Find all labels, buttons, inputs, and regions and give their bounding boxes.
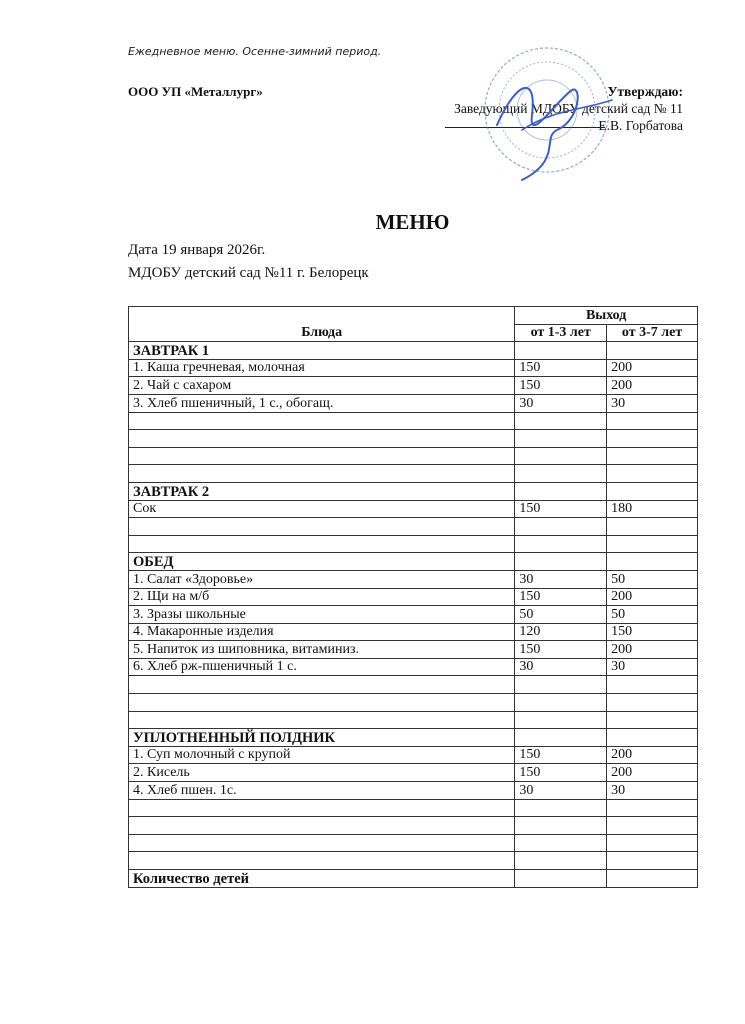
table-header-row xyxy=(129,307,698,325)
table-row xyxy=(129,447,698,465)
dish-name: УПЛОТНЕННЫЙ ПОЛДНИК xyxy=(129,729,515,747)
output-age-3-7 xyxy=(607,553,698,571)
dish-name xyxy=(129,430,515,448)
output-age-3-7: 200 xyxy=(607,746,698,764)
dish-name: Сок xyxy=(129,500,515,518)
output-age-1-3 xyxy=(515,711,607,729)
dish-name: 2. Чай с сахаром xyxy=(129,377,515,395)
output-age-3-7: 30 xyxy=(607,394,698,412)
output-age-3-7 xyxy=(607,694,698,712)
dish-name: 3. Хлеб пшеничный, 1 с., обогащ. xyxy=(129,394,515,412)
output-age-1-3: 150 xyxy=(515,359,607,377)
output-age-1-3: 150 xyxy=(515,746,607,764)
section-row xyxy=(129,729,698,747)
output-age-3-7 xyxy=(607,676,698,694)
output-age-3-7 xyxy=(607,535,698,553)
organization-name: ООО УП «Металлург» xyxy=(128,84,263,99)
output-age-3-7 xyxy=(607,817,698,835)
output-age-3-7 xyxy=(607,482,698,500)
output-age-3-7: 30 xyxy=(607,658,698,676)
output-age-3-7: 200 xyxy=(607,764,698,782)
dish-name: 5. Напиток из шиповника, витаминиз. xyxy=(129,641,515,659)
approve-name: Е.В. Горбатова xyxy=(598,118,683,133)
dish-name: 1. Суп молочный с крупой xyxy=(129,746,515,764)
output-age-1-3: 150 xyxy=(515,588,607,606)
dish-name: ЗАВТРАК 1 xyxy=(129,342,515,360)
dish-name xyxy=(129,834,515,852)
dish-name xyxy=(129,799,515,817)
output-age-3-7 xyxy=(607,518,698,536)
output-age-3-7: 200 xyxy=(607,641,698,659)
menu-date: Дата 19 января 2026г. xyxy=(128,242,266,258)
dish-name xyxy=(129,676,515,694)
table-row xyxy=(129,658,698,676)
page-title: МЕНЮ xyxy=(375,210,450,234)
output-age-1-3 xyxy=(515,799,607,817)
output-age-3-7 xyxy=(607,465,698,483)
dish-name: 2. Щи на м/б xyxy=(129,588,515,606)
table-row xyxy=(129,430,698,448)
table-row xyxy=(129,377,698,395)
table-row xyxy=(129,535,698,553)
table-row xyxy=(129,641,698,659)
output-age-3-7 xyxy=(607,852,698,870)
section-row xyxy=(129,870,698,888)
output-age-1-3: 30 xyxy=(515,570,607,588)
dish-name: 2. Кисель xyxy=(129,764,515,782)
output-age-1-3 xyxy=(515,817,607,835)
dish-name: 3. Зразы школьные xyxy=(129,606,515,624)
output-age-3-7 xyxy=(607,447,698,465)
dish-name: 1. Салат «Здоровье» xyxy=(129,570,515,588)
output-age-1-3 xyxy=(515,676,607,694)
dish-name: ЗАВТРАК 2 xyxy=(129,482,515,500)
output-age-1-3: 150 xyxy=(515,641,607,659)
output-age-3-7 xyxy=(607,711,698,729)
table-row xyxy=(129,570,698,588)
output-age-3-7: 200 xyxy=(607,588,698,606)
output-age-1-3 xyxy=(515,482,607,500)
menu-table xyxy=(128,306,698,888)
table-row xyxy=(129,764,698,782)
output-age-1-3: 30 xyxy=(515,658,607,676)
table-row xyxy=(129,676,698,694)
output-age-3-7 xyxy=(607,729,698,747)
dish-name xyxy=(129,711,515,729)
dish-name xyxy=(129,535,515,553)
dish-name xyxy=(129,694,515,712)
output-age-1-3 xyxy=(515,465,607,483)
output-age-1-3 xyxy=(515,553,607,571)
output-age-3-7 xyxy=(607,412,698,430)
output-age-3-7: 30 xyxy=(607,782,698,800)
output-age-1-3: 150 xyxy=(515,500,607,518)
output-age-1-3 xyxy=(515,342,607,360)
dish-name: 4. Макаронные изделия xyxy=(129,623,515,641)
table-row xyxy=(129,412,698,430)
output-age-3-7: 200 xyxy=(607,377,698,395)
dish-name xyxy=(129,447,515,465)
section-row xyxy=(129,342,698,360)
header-dishes: Блюда xyxy=(129,307,515,342)
table-row xyxy=(129,834,698,852)
output-age-1-3 xyxy=(515,412,607,430)
dish-name: 1. Каша гречневая, молочная xyxy=(129,359,515,377)
output-age-1-3 xyxy=(515,870,607,888)
output-age-1-3 xyxy=(515,447,607,465)
table-row xyxy=(129,518,698,536)
header-age-1-3: от 1-3 лет xyxy=(515,324,607,342)
table-row xyxy=(129,799,698,817)
table-row xyxy=(129,746,698,764)
section-row xyxy=(129,553,698,571)
output-age-3-7 xyxy=(607,834,698,852)
output-age-3-7: 50 xyxy=(607,570,698,588)
output-age-3-7: 180 xyxy=(607,500,698,518)
table-row xyxy=(129,588,698,606)
output-age-1-3 xyxy=(515,694,607,712)
output-age-3-7 xyxy=(607,799,698,817)
dish-name: Количество детей xyxy=(129,870,515,888)
table-row xyxy=(129,359,698,377)
output-age-3-7: 150 xyxy=(607,623,698,641)
stamp-signature-icon xyxy=(462,40,632,190)
section-row xyxy=(129,482,698,500)
table-row xyxy=(129,782,698,800)
dish-name: 6. Хлеб рж-пшеничный 1 с. xyxy=(129,658,515,676)
output-age-3-7 xyxy=(607,870,698,888)
output-age-1-3 xyxy=(515,729,607,747)
table-row xyxy=(129,694,698,712)
output-age-1-3: 50 xyxy=(515,606,607,624)
dish-name: 4. Хлеб пшен. 1с. xyxy=(129,782,515,800)
approve-title: Утверждаю: xyxy=(607,84,683,99)
table-row xyxy=(129,394,698,412)
output-age-3-7: 200 xyxy=(607,359,698,377)
table-row xyxy=(129,606,698,624)
output-age-3-7 xyxy=(607,342,698,360)
output-age-1-3 xyxy=(515,852,607,870)
output-age-3-7: 50 xyxy=(607,606,698,624)
dish-name xyxy=(129,465,515,483)
output-age-1-3 xyxy=(515,834,607,852)
table-row xyxy=(129,465,698,483)
output-age-1-3: 150 xyxy=(515,377,607,395)
output-age-1-3: 30 xyxy=(515,782,607,800)
dish-name xyxy=(129,518,515,536)
header-output: Выход xyxy=(515,307,698,325)
table-row xyxy=(129,817,698,835)
output-age-1-3: 120 xyxy=(515,623,607,641)
output-age-1-3: 150 xyxy=(515,764,607,782)
institution-name: МДОБУ детский сад №11 г. Белорецк xyxy=(128,265,369,281)
output-age-1-3 xyxy=(515,518,607,536)
table-row xyxy=(129,623,698,641)
dish-name xyxy=(129,852,515,870)
dish-name xyxy=(129,412,515,430)
dish-name: ОБЕД xyxy=(129,553,515,571)
output-age-1-3 xyxy=(515,535,607,553)
table-row xyxy=(129,500,698,518)
dish-name xyxy=(129,817,515,835)
output-age-3-7 xyxy=(607,430,698,448)
output-age-1-3: 30 xyxy=(515,394,607,412)
table-row xyxy=(129,711,698,729)
table-row xyxy=(129,852,698,870)
menu-period-note: Ежедневное меню. Осенне-зимний период. xyxy=(128,45,382,58)
approve-position: Заведующий МДОБУ детский сад № 11 xyxy=(454,101,683,116)
output-age-1-3 xyxy=(515,430,607,448)
header-age-3-7: от 3-7 лет xyxy=(607,324,698,342)
